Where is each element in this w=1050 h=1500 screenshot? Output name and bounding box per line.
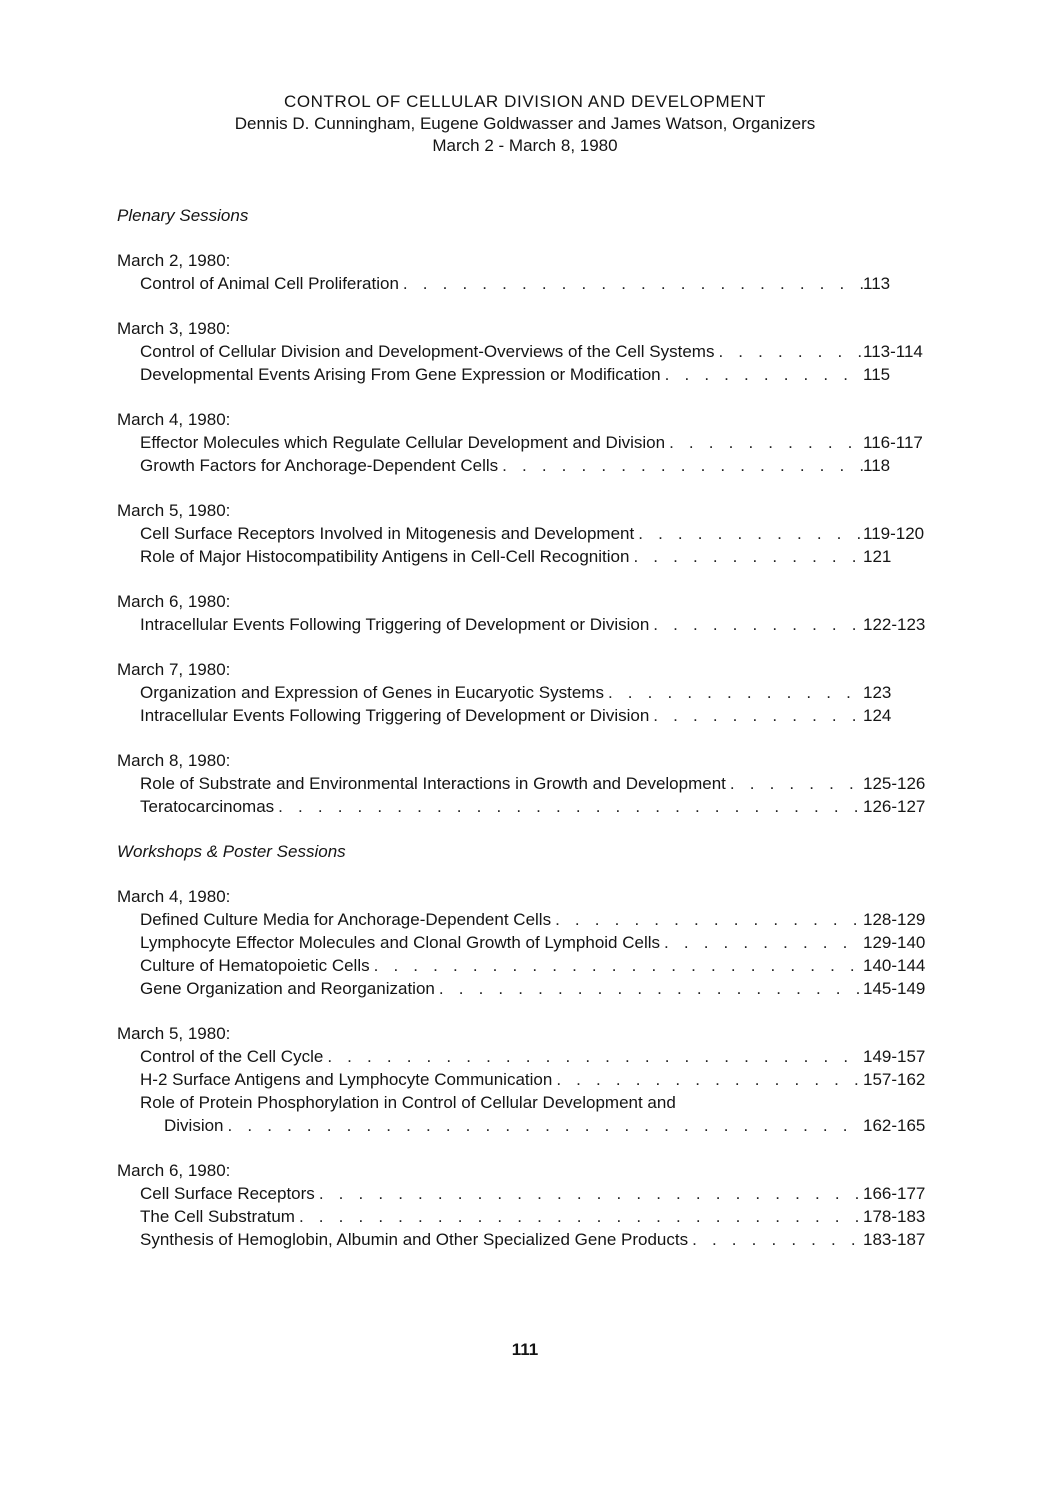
day-group	[117, 658, 934, 727]
page-number: 111	[511, 1340, 539, 1359]
entry-continuation	[140, 1114, 934, 1137]
dot-leader	[315, 1182, 863, 1205]
table-of-contents	[117, 204, 934, 1273]
entry-pages: 122-123	[863, 615, 926, 634]
dot-leader	[604, 681, 863, 704]
day-group	[117, 1159, 934, 1251]
entry-title: H-2 Surface Antigens and Lymphocyte Communication	[140, 1070, 553, 1089]
toc-entry	[117, 704, 934, 727]
conference-dates: March 2 - March 8, 1980	[432, 136, 618, 155]
day-group	[117, 1022, 934, 1137]
entry-pages: 113	[863, 274, 891, 293]
entry-title: Intracellular Events Following Triggering of Development or Division	[140, 615, 650, 634]
entry-title: Role of Substrate and Environmental Interactions in Growth and Development	[140, 774, 726, 793]
toc-entry	[117, 908, 934, 931]
toc-entry	[117, 1182, 934, 1205]
entry-pages: 115	[863, 365, 891, 384]
toc-entry	[117, 931, 934, 954]
entry-pages: 124	[863, 706, 892, 725]
dot-leader	[295, 1205, 863, 1228]
dot-leader	[370, 954, 863, 977]
entry-pages: 145-149	[863, 979, 926, 998]
entry-title-continued: Division	[164, 1116, 224, 1135]
entry-pages: 126-127	[863, 797, 926, 816]
toc-entry	[117, 545, 934, 568]
dot-leader	[661, 363, 863, 386]
entry-pages: 121	[863, 547, 892, 566]
toc-entry	[117, 522, 934, 545]
entry-title: Role of Major Histocompatibility Antigens in Cell-Cell Recognition	[140, 547, 630, 566]
entry-title: The Cell Substratum	[140, 1207, 295, 1226]
section-heading-plenary: Plenary Sessions	[117, 206, 249, 225]
day-label: March 6, 1980:	[117, 1161, 231, 1180]
dot-leader	[552, 1068, 863, 1091]
entry-pages: 123	[863, 683, 892, 702]
entry-title: Intracellular Events Following Triggering of Development or Division	[140, 706, 650, 725]
toc-entry	[117, 977, 934, 1000]
toc-entry	[117, 1045, 934, 1068]
dot-leader	[399, 272, 863, 295]
entry-pages: 129-140	[863, 933, 926, 952]
day-label: March 8, 1980:	[117, 751, 231, 770]
day-label: March 5, 1980:	[117, 1024, 231, 1043]
dot-leader	[224, 1114, 863, 1137]
dot-leader	[660, 931, 863, 954]
dot-leader	[714, 340, 863, 363]
toc-entry	[117, 772, 934, 795]
toc-entry	[117, 363, 934, 386]
day-group	[117, 885, 934, 1000]
day-group	[117, 590, 934, 636]
day-label: March 3, 1980:	[117, 319, 231, 338]
day-label: March 7, 1980:	[117, 660, 231, 679]
entry-title: Cell Surface Receptors Involved in Mitogenesis and Development	[140, 524, 635, 543]
dot-leader	[665, 431, 863, 454]
day-group	[117, 249, 934, 295]
toc-entry	[117, 272, 934, 295]
entry-pages: 166-177	[863, 1184, 926, 1203]
entry-title: Organization and Expression of Genes in Eucaryotic Systems	[140, 683, 604, 702]
day-label: March 4, 1980:	[117, 410, 231, 429]
dot-leader	[629, 545, 863, 568]
dot-leader	[649, 613, 863, 636]
entry-pages: 157-162	[863, 1070, 926, 1089]
dot-leader	[498, 454, 863, 477]
toc-entry	[117, 1068, 934, 1091]
entry-title: Control of Animal Cell Proliferation	[140, 274, 399, 293]
dot-leader	[688, 1228, 863, 1251]
dot-leader	[726, 772, 863, 795]
entry-pages: 149-157	[863, 1047, 926, 1066]
entry-title: Developmental Events Arising From Gene Expression or Modification	[140, 365, 661, 384]
conference-title: CONTROL OF CELLULAR DIVISION AND DEVELOPMENT	[283, 92, 767, 111]
toc-entry	[117, 1091, 934, 1137]
entry-pages: 140-144	[863, 956, 926, 975]
dot-leader	[323, 1045, 863, 1068]
dot-leader	[551, 908, 863, 931]
day-group	[117, 317, 934, 386]
entry-pages: 119-120	[863, 524, 925, 543]
entry-pages: 178-183	[863, 1207, 926, 1226]
entry-title: Growth Factors for Anchorage-Dependent Cells	[140, 456, 499, 475]
day-label: March 2, 1980:	[117, 251, 231, 270]
toc-entry	[117, 340, 934, 363]
entry-title: Control of Cellular Division and Development-Overviews of the Cell Systems	[140, 342, 715, 361]
day-label: March 5, 1980:	[117, 501, 231, 520]
toc-entry	[117, 681, 934, 704]
day-label: March 6, 1980:	[117, 592, 231, 611]
entry-title: Defined Culture Media for Anchorage-Dependent Cells	[140, 910, 552, 929]
toc-entry	[117, 1205, 934, 1228]
document-header	[0, 91, 1050, 157]
entry-pages: 113-114	[863, 342, 923, 361]
entry-pages: 116-117	[863, 433, 923, 452]
organizers-line: Dennis D. Cunningham, Eugene Goldwasser and James Watson, Organizers	[234, 114, 816, 133]
entry-title: Teratocarcinomas	[140, 797, 275, 816]
entry-title: Control of the Cell Cycle	[140, 1047, 324, 1066]
toc-entry	[117, 454, 934, 477]
entry-title: Role of Protein Phosphorylation in Control of Cellular Development and	[140, 1093, 676, 1112]
day-group	[117, 408, 934, 477]
entry-pages: 183-187	[863, 1230, 926, 1249]
toc-entry	[117, 795, 934, 818]
toc-entry	[117, 954, 934, 977]
section-heading-workshops: Workshops & Poster Sessions	[117, 842, 346, 861]
dot-leader	[634, 522, 863, 545]
dot-leader	[649, 704, 863, 727]
day-label: March 4, 1980:	[117, 887, 231, 906]
entry-title: Effector Molecules which Regulate Cellular Development and Division	[140, 433, 666, 452]
entry-pages: 162-165	[863, 1116, 926, 1135]
entry-pages: 128-129	[863, 910, 926, 929]
toc-entry	[117, 431, 934, 454]
entry-pages: 125-126	[863, 774, 926, 793]
dot-leader	[274, 795, 863, 818]
toc-entry	[117, 613, 934, 636]
entry-title: Lymphocyte Effector Molecules and Clonal Growth of Lymphoid Cells	[140, 933, 661, 952]
entry-pages: 118	[863, 456, 891, 475]
toc-entry	[117, 1228, 934, 1251]
day-group	[117, 749, 934, 818]
entry-title: Synthesis of Hemoglobin, Albumin and Other Specialized Gene Products	[140, 1230, 689, 1249]
entry-title: Gene Organization and Reorganization	[140, 979, 435, 998]
dot-leader	[435, 977, 863, 1000]
entry-title: Cell Surface Receptors	[140, 1184, 315, 1203]
entry-title: Culture of Hematopoietic Cells	[140, 956, 370, 975]
day-group	[117, 499, 934, 568]
